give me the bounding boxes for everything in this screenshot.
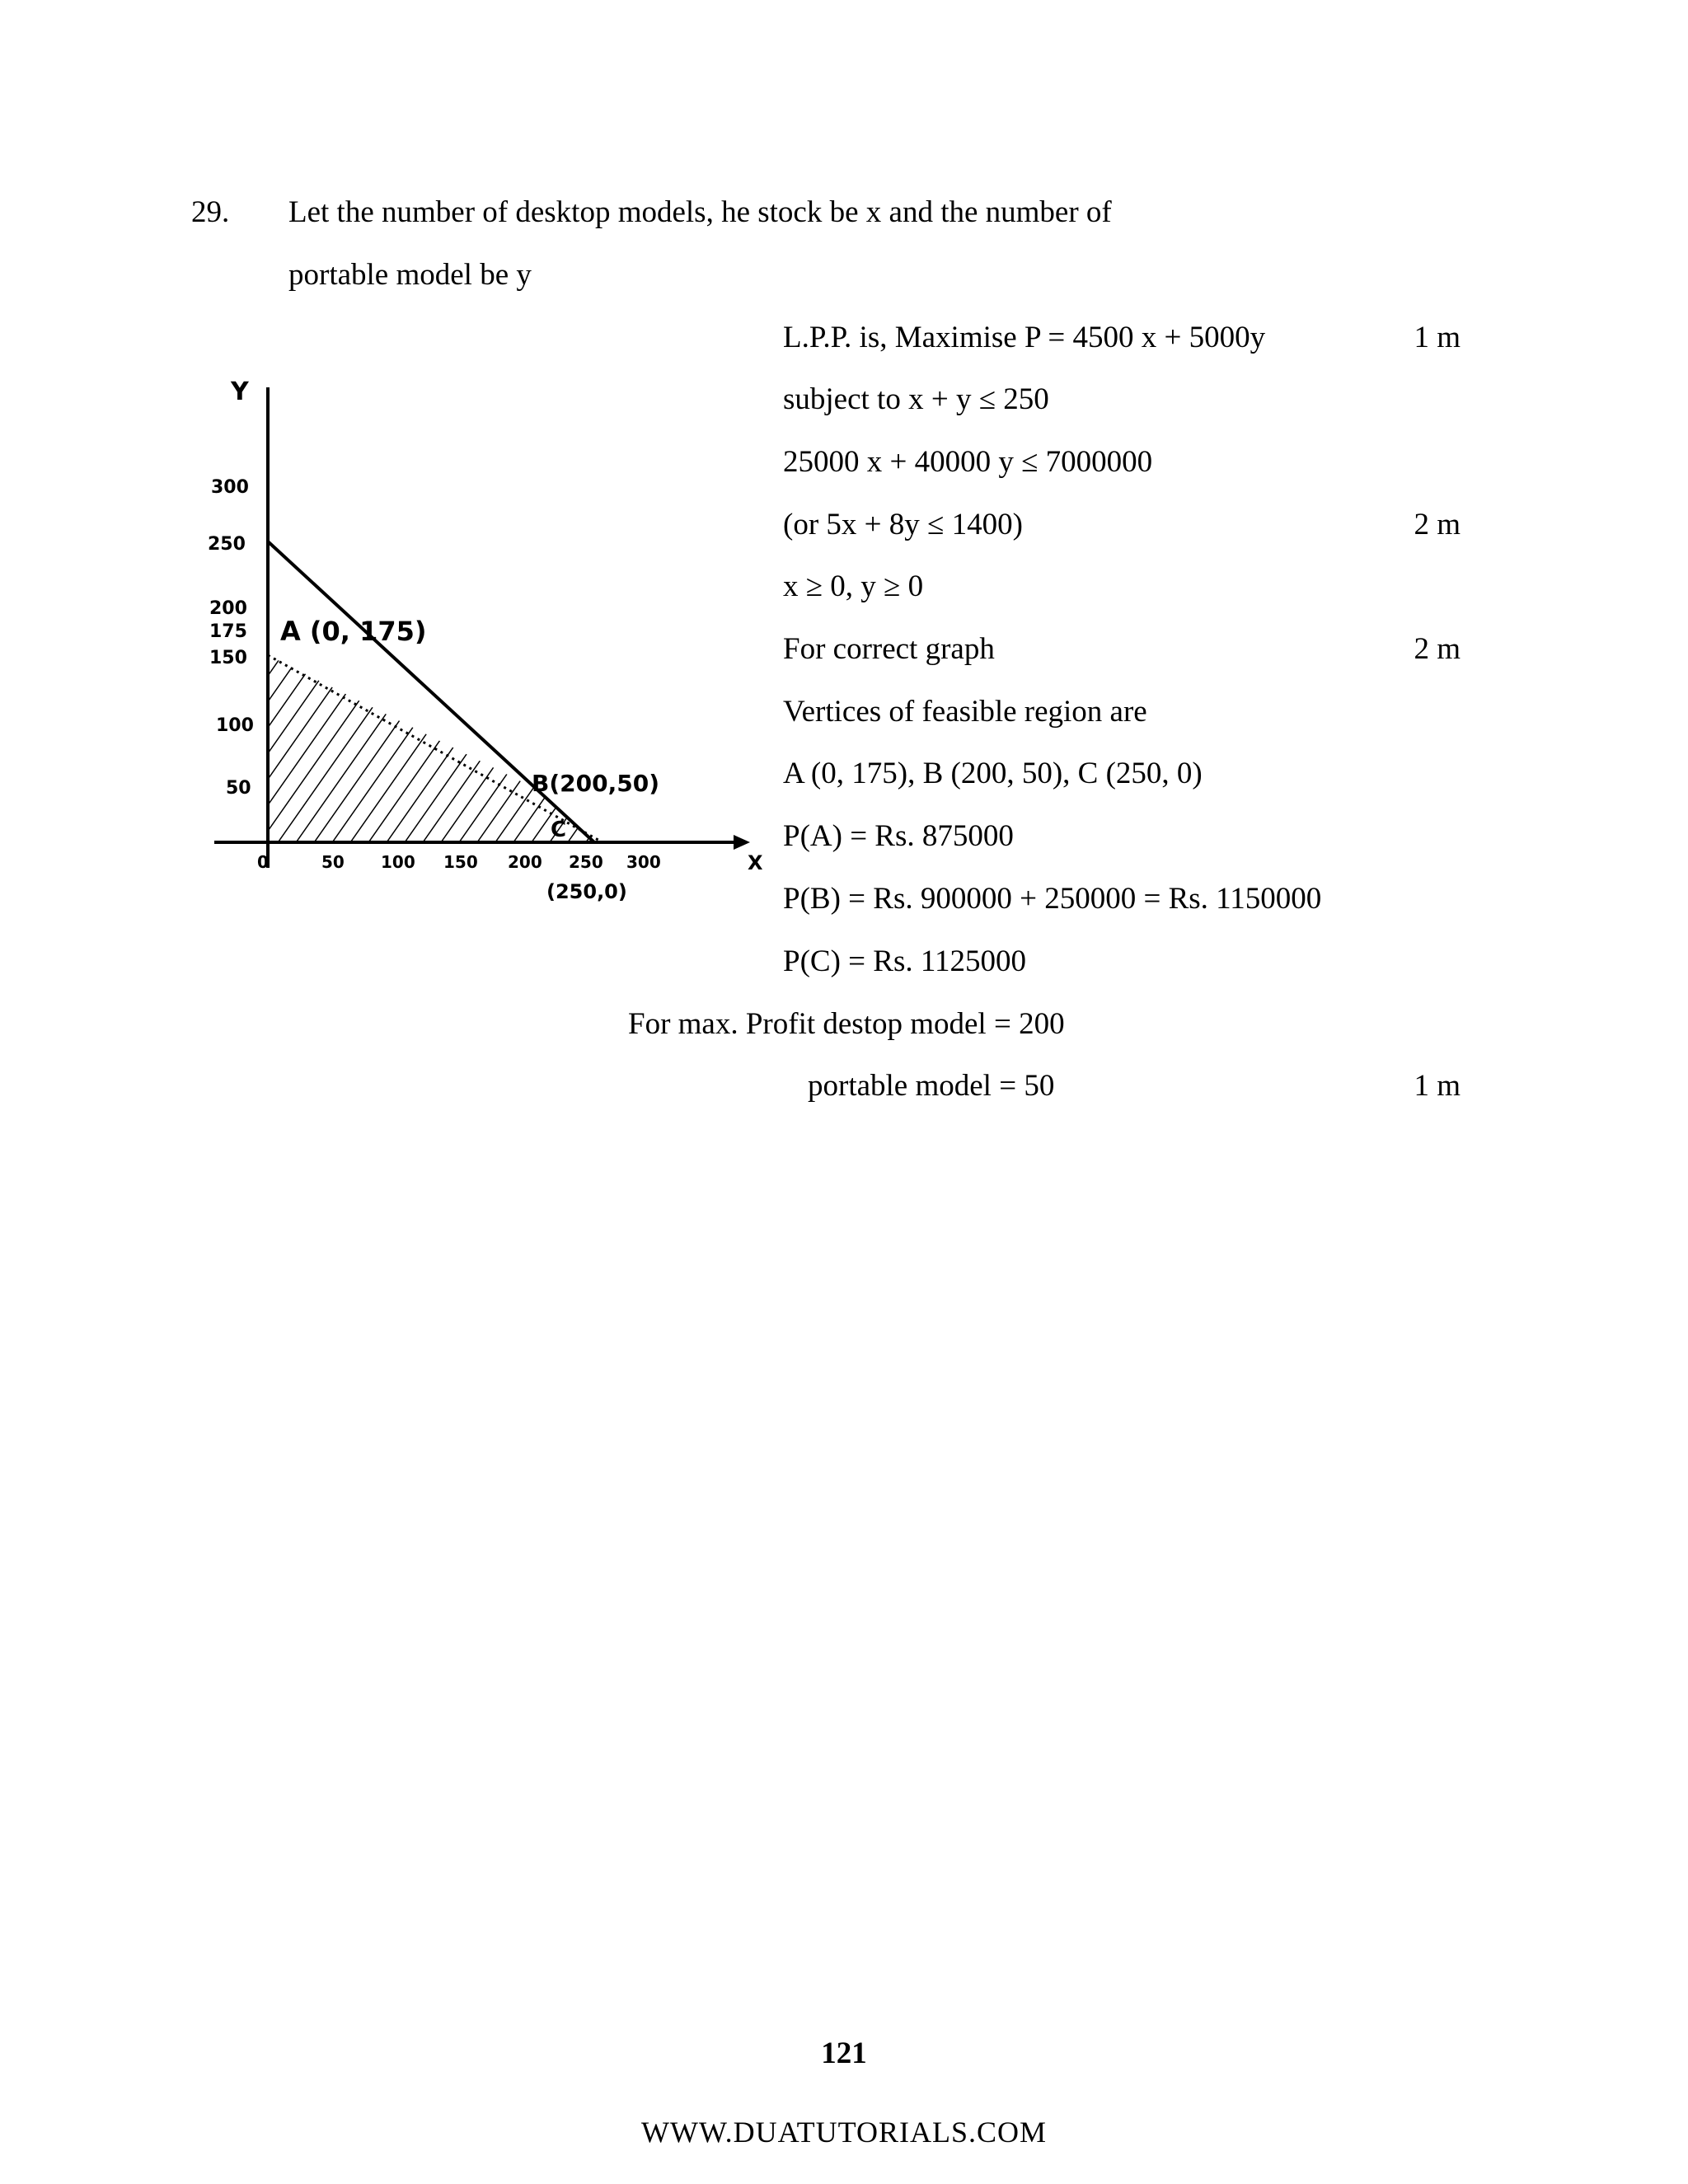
y-tick-175: 175 — [209, 621, 247, 642]
footer-website: WWW.DUATUTORIALS.COM — [641, 2116, 1047, 2149]
marks-lpp: 1 m — [1414, 321, 1461, 354]
vertices-list: A (0, 175), B (200, 50), C (250, 0) — [783, 757, 1203, 790]
question-text-line1: Let the number of desktop models, he stock be x and the number of — [288, 195, 1112, 229]
constraint-nonnegative: x ≥ 0, y ≥ 0 — [783, 569, 924, 603]
lpp-objective: L.P.P. is, Maximise P = 4500 x + 5000y — [783, 321, 1266, 354]
y-axis-label: Y — [231, 377, 249, 406]
y-tick-300: 300 — [211, 477, 249, 498]
x-axis-label: X — [748, 851, 763, 874]
question-number: 29. — [191, 195, 230, 229]
y-tick-50: 50 — [226, 778, 251, 799]
x-tick-300: 300 — [626, 852, 661, 872]
marks-graph: 2 m — [1414, 632, 1461, 666]
x-tick-200: 200 — [508, 852, 542, 872]
feasible-region — [268, 655, 594, 842]
profit-a: P(A) = Rs. 875000 — [783, 819, 1014, 853]
marks-constraints: 2 m — [1414, 508, 1461, 541]
x-axis-arrow — [734, 835, 750, 850]
vertices-heading: Vertices of feasible region are — [783, 695, 1147, 729]
constraint-investment: 25000 x + 40000 y ≤ 7000000 — [783, 445, 1153, 479]
profit-c: P(C) = Rs. 1125000 — [783, 944, 1026, 978]
y-tick-150: 150 — [209, 648, 247, 668]
point-c-coordinates: (250,0) — [546, 880, 627, 903]
feasible-region-graph — [206, 375, 767, 919]
graph-note: For correct graph — [783, 632, 995, 666]
marks-final: 1 m — [1414, 1069, 1461, 1103]
point-c-label: C — [551, 818, 567, 842]
x-tick-100: 100 — [381, 852, 415, 872]
x-tick-250: 250 — [569, 852, 603, 872]
x-tick-50: 50 — [321, 852, 345, 872]
constraint-sum: subject to x + y ≤ 250 — [783, 382, 1049, 416]
point-a-label: A (0, 175) — [280, 616, 427, 647]
page-number: 121 — [821, 2036, 867, 2070]
origin-label: 0 — [257, 852, 269, 872]
y-tick-200: 200 — [209, 598, 247, 619]
point-b-label: B(200,50) — [532, 770, 659, 797]
max-profit-desktop: For max. Profit destop model = 200 — [628, 1007, 1065, 1041]
profit-b: P(B) = Rs. 900000 + 250000 = Rs. 1150000 — [783, 882, 1322, 916]
constraint-simplified: (or 5x + 8y ≤ 1400) — [783, 508, 1023, 541]
question-text-line2: portable model be y — [288, 258, 532, 292]
x-tick-150: 150 — [443, 852, 478, 872]
max-profit-portable: portable model = 50 — [808, 1069, 1055, 1103]
y-tick-250: 250 — [208, 534, 246, 555]
y-tick-100: 100 — [216, 715, 254, 736]
